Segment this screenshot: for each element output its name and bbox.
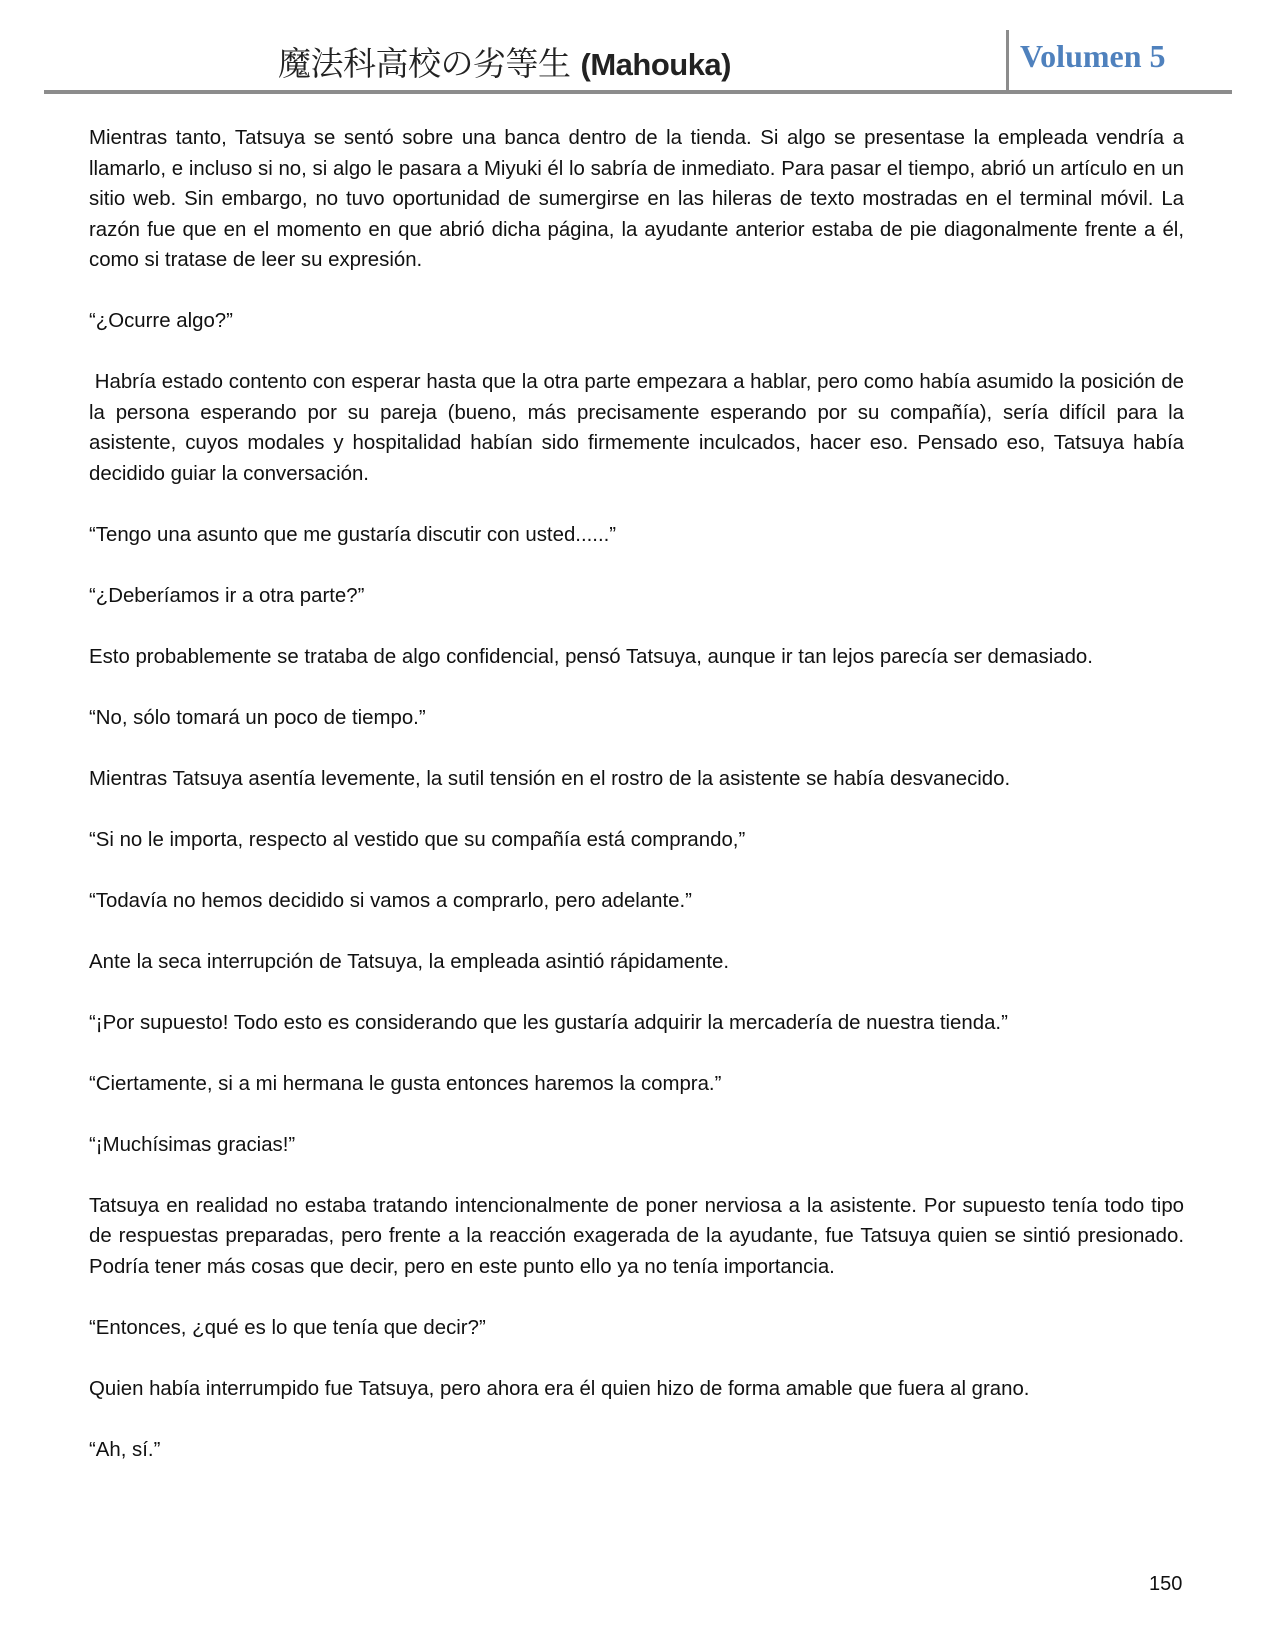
paragraph: Mientras Tatsuya asentía levemente, la sutil tensión en el rostro de la asistente se había desvanecido. xyxy=(89,767,1011,790)
dialogue-line: “¡Por supuesto! Todo esto es considerando que les gustaría adquirir la mercadería de nuestra tienda.” xyxy=(89,1011,1008,1034)
page-header xyxy=(0,0,1275,100)
header-vertical-divider xyxy=(1006,30,1009,92)
dialogue-line: “Tengo una asunto que me gustaría discutir con usted......” xyxy=(89,523,617,546)
book-title-japanese: 魔法科高校の劣等生 xyxy=(278,44,571,83)
book-title xyxy=(278,38,731,85)
page-body xyxy=(89,123,1190,1496)
paragraph: Ante la seca interrupción de Tatsuya, la empleada asintió rápidamente. xyxy=(89,950,730,973)
paragraph: Esto probablemente se trataba de algo confidencial, pensó Tatsuya, aunque ir tan lejos parecía ser demasiado. xyxy=(89,645,1093,668)
dialogue-line: “¿Deberíamos ir a otra parte?” xyxy=(89,584,365,607)
dialogue-line: “Ah, sí.” xyxy=(89,1438,161,1461)
paragraph: Tatsuya en realidad no estaba tratando intencionalmente de poner nerviosa a la asistente. Por supuesto tenía todo tipo de respuestas preparadas, pero frente a la reacción exagerada de la ayudante, fue Tatsuya quien se sintió presionado. Podría tener más cosas que decir, pero en este punto ello ya no tenía importancia. xyxy=(89,1194,1184,1278)
dialogue-line: “Todavía no hemos decidido si vamos a comprarlo, pero adelante.” xyxy=(89,889,692,912)
paragraph: Quien había interrumpido fue Tatsuya, pero ahora era él quien hizo de forma amable que fuera al grano. xyxy=(89,1377,1030,1400)
dialogue-line: “No, sólo tomará un poco de tiempo.” xyxy=(89,706,426,729)
dialogue-line: “Ciertamente, si a mi hermana le gusta entonces haremos la compra.” xyxy=(89,1072,722,1095)
paragraph: Habría estado contento con esperar hasta que la otra parte empezara a hablar, pero como había asumido la posición de la persona esperando por su pareja (bueno, más precisamente esperando por su compañía), sería difícil para la asistente, cuyos modales y hospitalidad habían sido firmemente inculcados, hacer eso. Pensado eso, Tatsuya había decidido guiar la conversación. xyxy=(89,371,1190,485)
paragraph: Mientras tanto, Tatsuya se sentó sobre una banca dentro de la tienda. Si algo se presentase la empleada vendría a llamarlo, e incluso si no, si algo le pasara a Miyuki él lo sabría de inmediato. Para pasar el tiempo, abrió un artículo en un sitio web. Sin embargo, no tuvo oportunidad de sumergirse en las hileras de texto mostradas en el terminal móvil. La razón fue que en el momento en que abrió dicha página, la ayudante anterior estaba de pie diagonalmente frente a él, como si tratase de leer su expresión. xyxy=(89,127,1184,271)
page-number: 150 xyxy=(1149,1573,1183,1595)
volume-label: Volumen 5 xyxy=(1020,38,1166,74)
dialogue-line: “Si no le importa, respecto al vestido que su compañía está comprando,” xyxy=(89,828,746,851)
dialogue-line: “¿Ocurre algo?” xyxy=(89,310,233,332)
header-horizontal-rule xyxy=(44,90,1232,94)
dialogue-line: “Entonces, ¿qué es lo que tenía que decir?” xyxy=(89,1316,486,1339)
book-title-latin: (Mahouka) xyxy=(580,47,731,82)
dialogue-line: “¡Muchísimas gracias!” xyxy=(89,1133,296,1156)
